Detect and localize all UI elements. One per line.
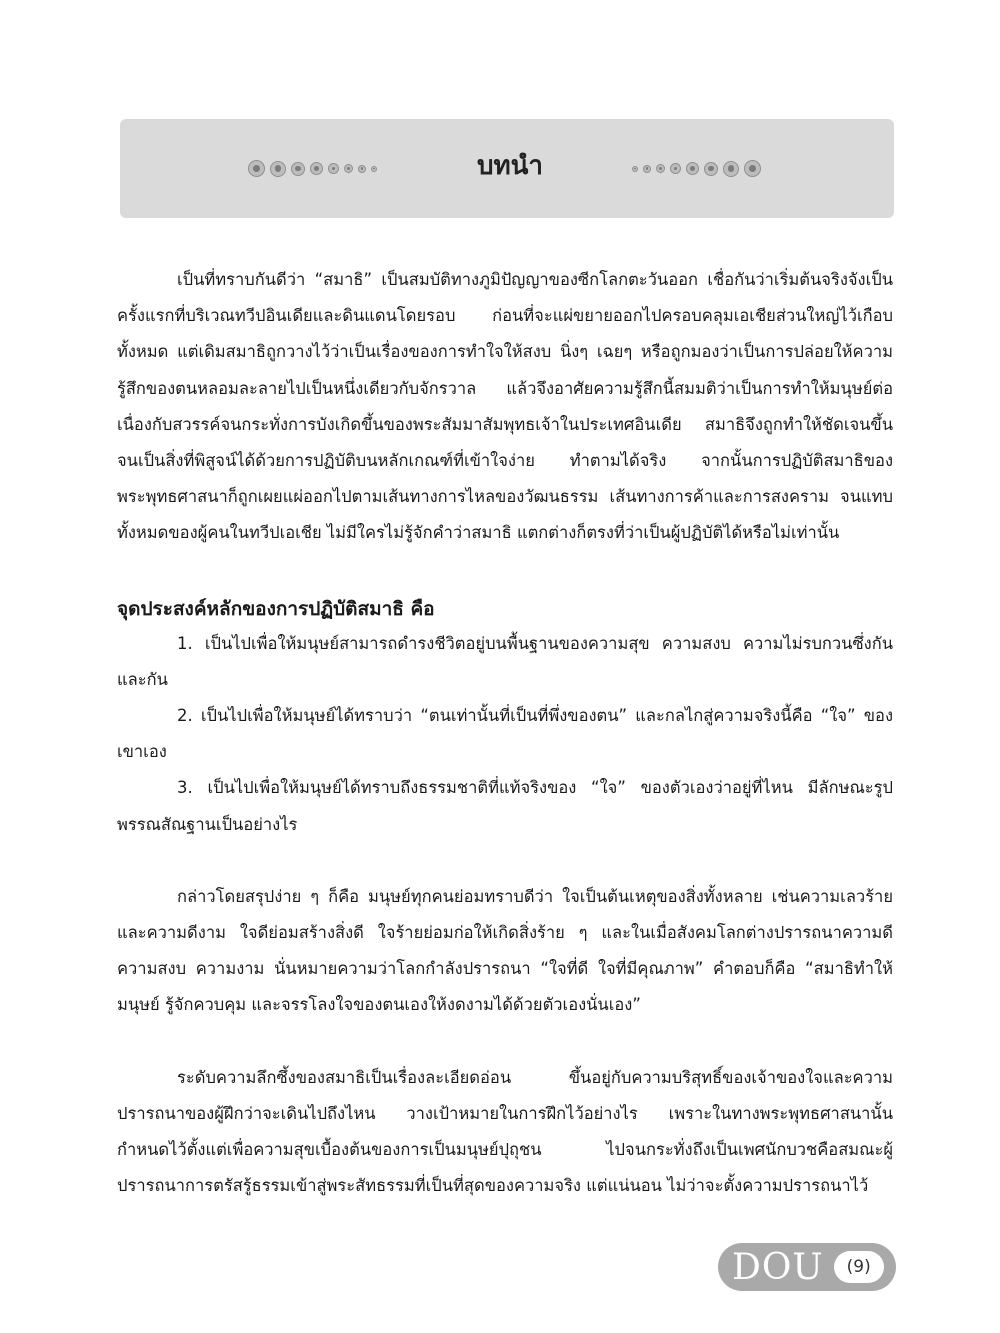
objective-item: 3. เป็นไปเพื่อให้มนุษย์ได้ทราบถึงธรรมชาติที่แท้จริงของ “ใจ” ของตัวเองว่าอยู่ที่ไหน มีลักษณะรูปพรรณสัณฐานเป็นอย่างไร	[117, 778, 893, 834]
dot-icon	[371, 166, 377, 172]
dot-icon	[328, 163, 339, 174]
dot-icon	[632, 166, 638, 172]
dot-icon	[291, 162, 305, 176]
decorative-dots-right	[632, 119, 761, 218]
spacer	[117, 1024, 893, 1060]
dot-icon	[643, 165, 651, 173]
dot-icon	[270, 161, 286, 177]
dot-icon	[344, 164, 353, 173]
dot-icon	[358, 165, 366, 173]
objectives-heading: จุดประสงค์หลักของการปฏิบัติสมาธิ คือ	[117, 597, 435, 620]
spacer	[117, 843, 893, 879]
dot-icon	[656, 164, 665, 173]
brand-logo: DOU	[732, 1246, 824, 1288]
objective-item: 1. เป็นไปเพื่อให้มนุษย์สามารถดำรงชีวิตอยู่บนพื้นฐานของความสุข ความสงบ ความไม่รบกวนซึ่งกันและกัน	[117, 633, 893, 689]
document-body	[117, 262, 893, 1204]
summary-paragraph: กล่าวโดยสรุปง่าย ๆ ก็คือ มนุษย์ทุกคนย่อมทราบดีว่า ใจเป็นต้นเหตุของสิ่งทั้งหลาย เช่นความเลวร้ายและความดีงาม ใจดีย่อมสร้างสิ่งดี ใจร้ายย่อมก่อให้เกิดสิ่งร้าย ๆ และในเมื่อสังคมโลกต่างปรารถนาความดี ความสงบ ความงาม นั่นหมายความว่าโลกกำลังปรารถนา “ใจที่ดี ใจที่มีคุณภาพ” คำตอบก็คือ “สมาธิทำให้มนุษย์ รู้จักควบคุม และจรรโลงใจของตนเองให้งดงามได้ด้วยตัวเองนั่นเอง”	[117, 886, 893, 1015]
dot-icon	[686, 162, 699, 175]
page-number: (9)	[834, 1251, 884, 1283]
intro-paragraph: เป็นที่ทราบกันดีว่า “สมาธิ” เป็นสมบัติทางภูมิปัญญาของซีกโลกตะวันออก เชื่อกันว่าเริ่มต้นจริงจังเป็นครั้งแรกที่บริเวณทวีปอินเดียและดินแดนโดยรอบ ก่อนที่จะแผ่ขยายออกไปครอบคลุมเอเชียส่วนใหญ่ไว้เกือบทั้งหมด แต่เดิมสมาธิถูกวางไว้ว่าเป็นเรื่องของการทำใจให้สงบ นิ่งๆ เฉยๆ หรือถูกมองว่าเป็นการปล่อยให้ความรู้สึกของตนหลอมละลายไปเป็นหนึ่งเดียวกับจักรวาล แล้วจึงอาศัยความรู้สึกนี้สมมติว่าเป็นการทำให้มนุษย์ต่อเนื่องกับสวรรค์จนกระทั่งการบังเกิดขึ้นของพระสัมมาสัมพุทธเจ้าในประเทศอินเดีย สมาธิจึงถูกทำให้ชัดเจนขึ้น จนเป็นสิ่งที่พิสูจน์ได้ด้วยการปฏิบัติบนหลักเกณฑ์ที่เข้าใจง่าย ทำตามได้จริง จากนั้นการปฏิบัติสมาธิของพระพุทธศาสนาก็ถูกเผยแผ่ออกไปตามเส้นทางการไหลของวัฒนธรรม เส้นทางการค้าและการสงคราม จนแทบทั้งหมดของผู้คนในทวีปเอเชีย ไม่มีใครไม่รู้จักคำว่าสมาธิ แตกต่างก็ตรงที่ว่าเป็นผู้ปฏิบัติได้หรือไม่เท่านั้น	[117, 270, 893, 543]
page-badge	[718, 1243, 896, 1291]
dot-icon	[744, 160, 761, 177]
objective-item: 2. เป็นไปเพื่อให้มนุษย์ได้ทราบว่า “ตนเท่านั้นที่เป็นที่พึ่งของตน” และกลไกสู่ความจริงนี้คือ “ใจ” ของเขาเอง	[117, 706, 893, 762]
dot-icon	[704, 162, 718, 176]
depth-paragraph: ระดับความลึกซึ้งของสมาธิเป็นเรื่องละเอียดอ่อน ขึ้นอยู่กับความบริสุทธิ์ของเจ้าของใจและความปรารถนาของผู้ฝึกว่าจะเดินไปถึงไหน วางเป้าหมายในการฝึกไว้อย่างไร เพราะในทางพระพุทธศาสนานั้นกำหนดไว้ตั้งแต่เพื่อความสุขเบื้องต้นของการเป็นมนุษย์ปุถุชน ไปจนกระทั่งถึงเป็นเพศนักบวชคือสมณะผู้ปรารถนาการตรัสรู้ธรรมเข้าสู่พระสัทธรรมที่เป็นที่สุดของความจริง แต่แน่นอน ไม่ว่าจะตั้งความปรารถนาไว้	[117, 1067, 893, 1196]
dot-icon	[723, 161, 739, 177]
chapter-header-band	[120, 119, 894, 218]
dot-icon	[248, 160, 265, 177]
dot-icon	[310, 162, 323, 175]
decorative-dots-left	[248, 119, 377, 218]
chapter-title: บทนำ	[476, 151, 543, 181]
dot-icon	[670, 163, 681, 174]
